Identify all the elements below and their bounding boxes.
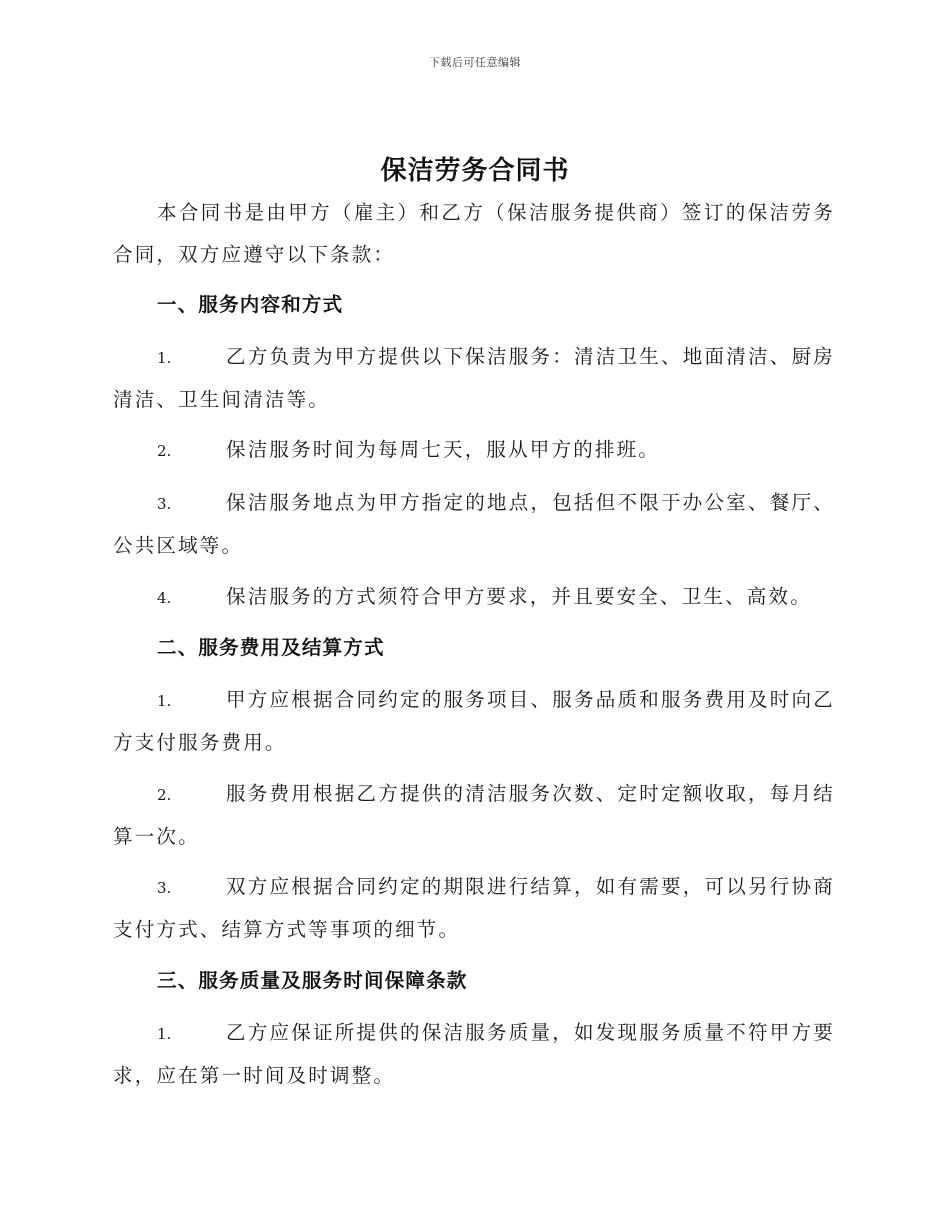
item-text: 乙方应保证所提供的保洁服务质量，如发现服务质量不符甲方要求，应在第一时间及时调整。 <box>113 1021 835 1087</box>
intro-paragraph: 本合同书是由甲方（雇主）和乙方（保洁服务提供商）签订的保洁劳务合同，双方应遵守以下条款： <box>113 201 835 266</box>
document-title: 保洁劳务合同书 <box>380 156 570 186</box>
item-number: 4. <box>157 589 172 607</box>
item-number: 3. <box>157 495 172 513</box>
item-text: 双方应根据合同约定的期限进行结算，如有需要，可以另行协商支付方式、结算方式等事项的细节。 <box>113 875 835 941</box>
section-heading-2: 二、服务费用及结算方式 <box>157 636 385 659</box>
item-number: 1. <box>157 349 172 367</box>
item-number: 1. <box>157 1025 172 1043</box>
section-1-item-2 <box>113 429 835 472</box>
section-heading-1: 一、服务内容和方式 <box>157 293 344 316</box>
item-text: 甲方应根据合同约定的服务项目、服务品质和服务费用及时向乙方支付服务费用。 <box>113 688 835 754</box>
section-2-item-3 <box>113 866 835 951</box>
item-text: 保洁服务的方式须符合甲方要求，并且要安全、卫生、高效。 <box>226 585 812 608</box>
section-1-item-1 <box>113 336 835 421</box>
item-text: 保洁服务时间为每周七天，服从甲方的排班。 <box>226 438 661 461</box>
item-text: 服务费用根据乙方提供的清洁服务次数、定时定额收取，每月结算一次。 <box>113 782 835 848</box>
section-2-item-2 <box>113 773 835 858</box>
section-2-item-1 <box>113 679 835 764</box>
section-1-item-4 <box>113 576 835 619</box>
item-text: 保洁服务地点为甲方指定的地点，包括但不限于办公室、餐厅、公共区域等。 <box>113 491 835 557</box>
item-number: 2. <box>157 442 172 460</box>
section-1-item-3 <box>113 482 835 567</box>
item-text: 乙方负责为甲方提供以下保洁服务：清洁卫生、地面清洁、厨房清洁、卫生间清洁等。 <box>113 345 835 411</box>
section-3-item-1 <box>113 1012 835 1097</box>
item-number: 1. <box>157 692 172 710</box>
item-number: 2. <box>157 786 172 804</box>
header-note: 下载后可任意编辑 <box>429 56 521 69</box>
item-number: 3. <box>157 879 172 897</box>
section-heading-3: 三、服务质量及服务时间保障条款 <box>157 969 468 992</box>
